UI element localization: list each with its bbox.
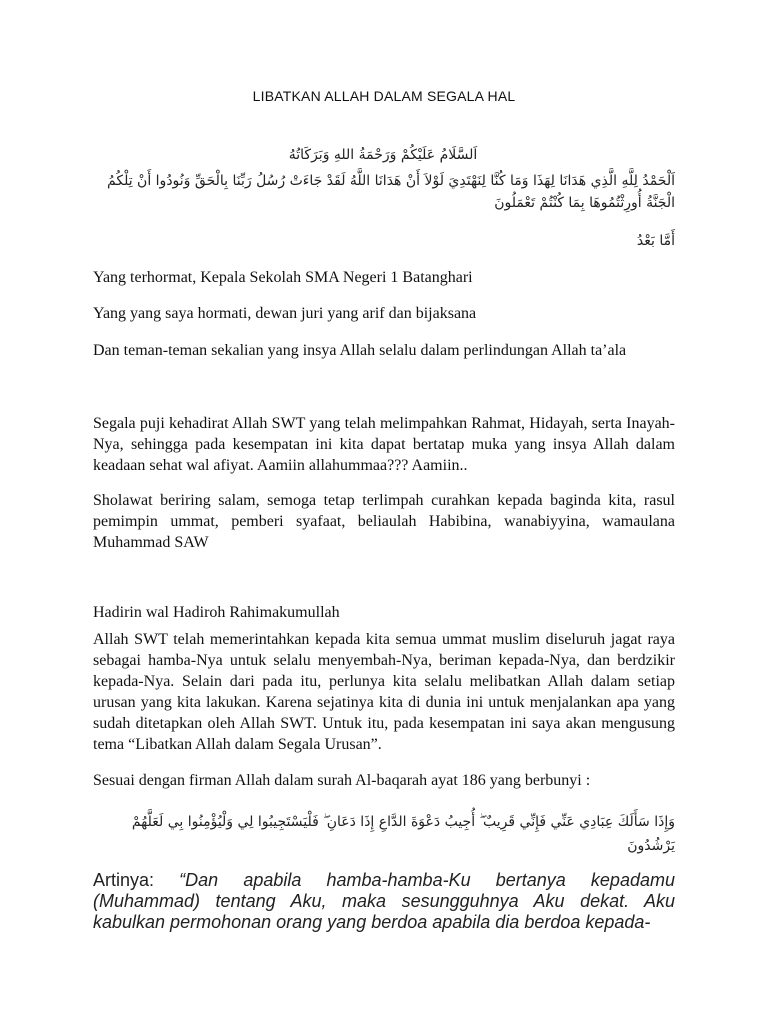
arabic-hamdalah: اَلْحَمْدُ لِلَّهِ الَّذِي هَدَانَا لِهَذَا وَمَا كُنَّا لِنَهْتَدِيَ لَوْلاَ أَنْ هَدَانَا اللَّهُ لَقَدْ جَاءَتْ رُسُلُ رَبِّنَا بِالْحَقِّ وَنُودُوا أَنْ تِلْكُمُ الْجَنَّةُ أُورِثْتُمُوهَا بِمَا كُنْتُمْ تَعْمَلُونَ: [107, 173, 675, 211]
paragraph-main: Allah SWT telah memerintahkan kepada kita semua ummat muslim diseluruh jagat raya sebagai hamba-Nya untuk selalu menyembah-Nya, beriman kepada-Nya, dan berdzikir kepada-Nya. Selain dari pada itu, perlunya kita selalu melibatkan Allah dalam setiap urusan yang kita lakukan. Karena sejatinya kita di dunia ini untuk menjalankan apa yang sudah ditetapkan oleh Allah SWT. Untuk itu, pada kesempatan ini saya akan mengusung tema “Libatkan Allah dalam Segala Urusan”.: [93, 631, 675, 753]
document-title: LIBATKAN ALLAH DALAM SEGALA HAL: [252, 88, 516, 104]
arabic-ayat: وَإِذَا سَأَلَكَ عِبَادِي عَنِّي فَإِنِّي قَرِيبٌ ۖ أُجِيبُ دَعْوَةَ الدَّاعِ إِذَا دَعَانِ ۖ فَلْيَسْتَجِيبُوا لِي وَلْيُؤْمِنُوا بِي لَعَلَّهُمْ يَرْشُدُونَ: [131, 814, 675, 854]
paragraph-sholawat: Sholawat beriring salam, semoga tetap terlimpah curahkan kepada baginda kita, rasul pemimpin ummat, pemberi syafaat, beliaulah Habibina, wanabiyyina, wamaulana Muhammad SAW: [93, 492, 675, 551]
paragraph-firman: Sesuai dengan firman Allah dalam surah Al-baqarah ayat 186 yang berbunyi :: [93, 772, 591, 789]
artinya-label: Artinya:: [93, 870, 155, 890]
artinya-text: “Dan apabila hamba-hamba-Ku bertanya kepadamu (Muhammad) tentang Aku, maka sesungguhnya Aku dekat. Aku kabulkan permohonan orang yang berdoa apabila dia berdoa kepada-: [93, 870, 675, 932]
artinya-paragraph: [93, 870, 675, 933]
greeting-kepala-sekolah: Yang terhormat, Kepala Sekolah SMA Negeri 1 Batanghari: [93, 269, 473, 286]
greeting-teman-teman: Dan teman-teman sekalian yang insya Allah selalu dalam perlindungan Allah ta’ala: [93, 342, 627, 359]
arabic-amma-badu: أَمَّا بَعْدُ: [636, 233, 675, 249]
arabic-salam: اَلسَّلَامُ عَلَيْكُمْ وَرَحْمَةُ اللهِ وَبَرَكَاتُهُ: [288, 147, 478, 163]
hadirin-heading: Hadirin wal Hadiroh Rahimakumullah: [93, 604, 340, 621]
paragraph-puji: Segala puji kehadirat Allah SWT yang telah melimpahkan Rahmat, Hidayah, serta Inayah-Nya, sehingga pada kesempatan ini kita dapat bertatap muka yang insya Allah dalam keadaan sehat wal afiyat. Aamiin allahummaa??? Aamiin..: [93, 415, 675, 474]
greeting-dewan-juri: Yang yang saya hormati, dewan juri yang arif dan bijaksana: [93, 305, 477, 322]
